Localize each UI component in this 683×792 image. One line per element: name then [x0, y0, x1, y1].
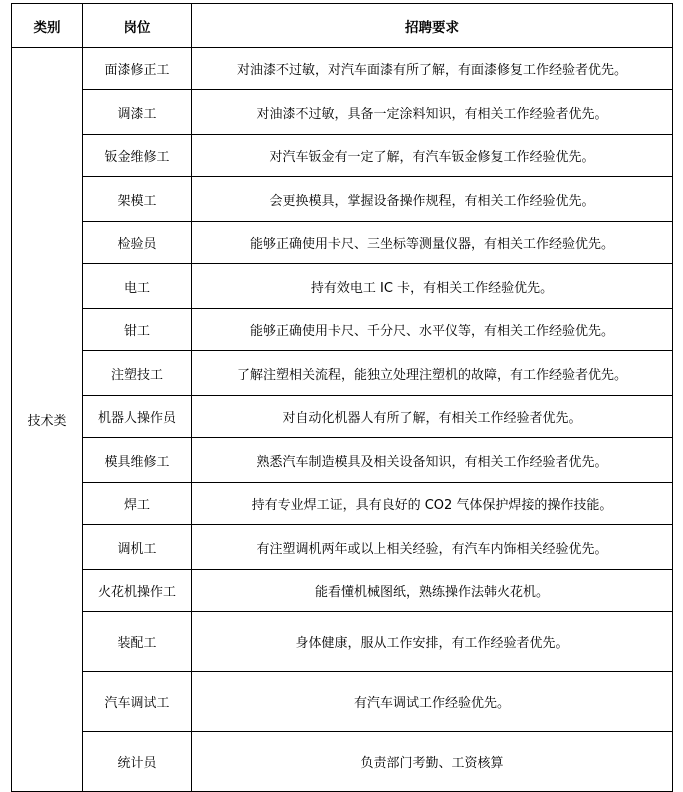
- requirement-cell: 持有效电工 IC 卡，有相关工作经验优先。: [192, 264, 673, 309]
- requirement-cell: 对油漆不过敏，对汽车面漆有所了解，有面漆修复工作经验者优先。: [192, 48, 673, 90]
- recruitment-table: [11, 3, 673, 792]
- position-cell: 钣金维修工: [83, 135, 192, 177]
- table-row: [12, 396, 673, 438]
- requirement-cell: 身体健康，服从工作安排，有工作经验者优先。: [192, 612, 673, 672]
- table-row: [12, 264, 673, 309]
- position-cell: 调机工: [83, 525, 192, 570]
- requirement-cell: 有汽车调试工作经验优先。: [192, 672, 673, 732]
- category-cell: 技术类: [12, 48, 83, 792]
- position-cell: 火花机操作工: [83, 570, 192, 612]
- table-row: [12, 732, 673, 792]
- header-row: [12, 4, 673, 48]
- requirement-cell: 能够正确使用卡尺、三坐标等测量仪器，有相关工作经验优先。: [192, 222, 673, 264]
- requirement-cell: 有注塑调机两年或以上相关经验，有汽车内饰相关经验优先。: [192, 525, 673, 570]
- table-row: [12, 570, 673, 612]
- requirement-cell: 会更换模具，掌握设备操作规程，有相关工作经验优先。: [192, 177, 673, 222]
- requirement-cell: 持有专业焊工证，具有良好的 CO2 气体保护焊接的操作技能。: [192, 483, 673, 525]
- position-cell: 焊工: [83, 483, 192, 525]
- requirement-cell: 对汽车钣金有一定了解，有汽车钣金修复工作经验优先。: [192, 135, 673, 177]
- position-cell: 汽车调试工: [83, 672, 192, 732]
- table-row: [12, 525, 673, 570]
- position-cell: 调漆工: [83, 90, 192, 135]
- position-cell: 钳工: [83, 309, 192, 351]
- table-row: [12, 612, 673, 672]
- table-row: [12, 135, 673, 177]
- header-position: 岗位: [83, 4, 192, 48]
- position-cell: 机器人操作员: [83, 396, 192, 438]
- table-row: [12, 309, 673, 351]
- position-cell: 注塑技工: [83, 351, 192, 396]
- table-row: [12, 90, 673, 135]
- requirement-cell: 了解注塑相关流程，能独立处理注塑机的故障，有工作经验者优先。: [192, 351, 673, 396]
- requirement-cell: 对油漆不过敏，具备一定涂料知识，有相关工作经验者优先。: [192, 90, 673, 135]
- table-row: [12, 438, 673, 483]
- header-category: 类别: [12, 4, 83, 48]
- position-cell: 统计员: [83, 732, 192, 792]
- requirement-cell: 对自动化机器人有所了解，有相关工作经验者优先。: [192, 396, 673, 438]
- table-row: [12, 483, 673, 525]
- position-cell: 模具维修工: [83, 438, 192, 483]
- position-cell: 电工: [83, 264, 192, 309]
- table-row: [12, 222, 673, 264]
- position-cell: 装配工: [83, 612, 192, 672]
- table-row: [12, 351, 673, 396]
- requirement-cell: 能够正确使用卡尺、千分尺、水平仪等，有相关工作经验优先。: [192, 309, 673, 351]
- table-row: [12, 177, 673, 222]
- table-row: [12, 672, 673, 732]
- header-requirement: 招聘要求: [192, 4, 673, 48]
- position-cell: 面漆修正工: [83, 48, 192, 90]
- requirement-cell: 负责部门考勤、工资核算: [192, 732, 673, 792]
- position-cell: 架模工: [83, 177, 192, 222]
- requirement-cell: 能看懂机械图纸，熟练操作法韩火花机。: [192, 570, 673, 612]
- requirement-cell: 熟悉汽车制造模具及相关设备知识，有相关工作经验者优先。: [192, 438, 673, 483]
- table-row: [12, 48, 673, 90]
- position-cell: 检验员: [83, 222, 192, 264]
